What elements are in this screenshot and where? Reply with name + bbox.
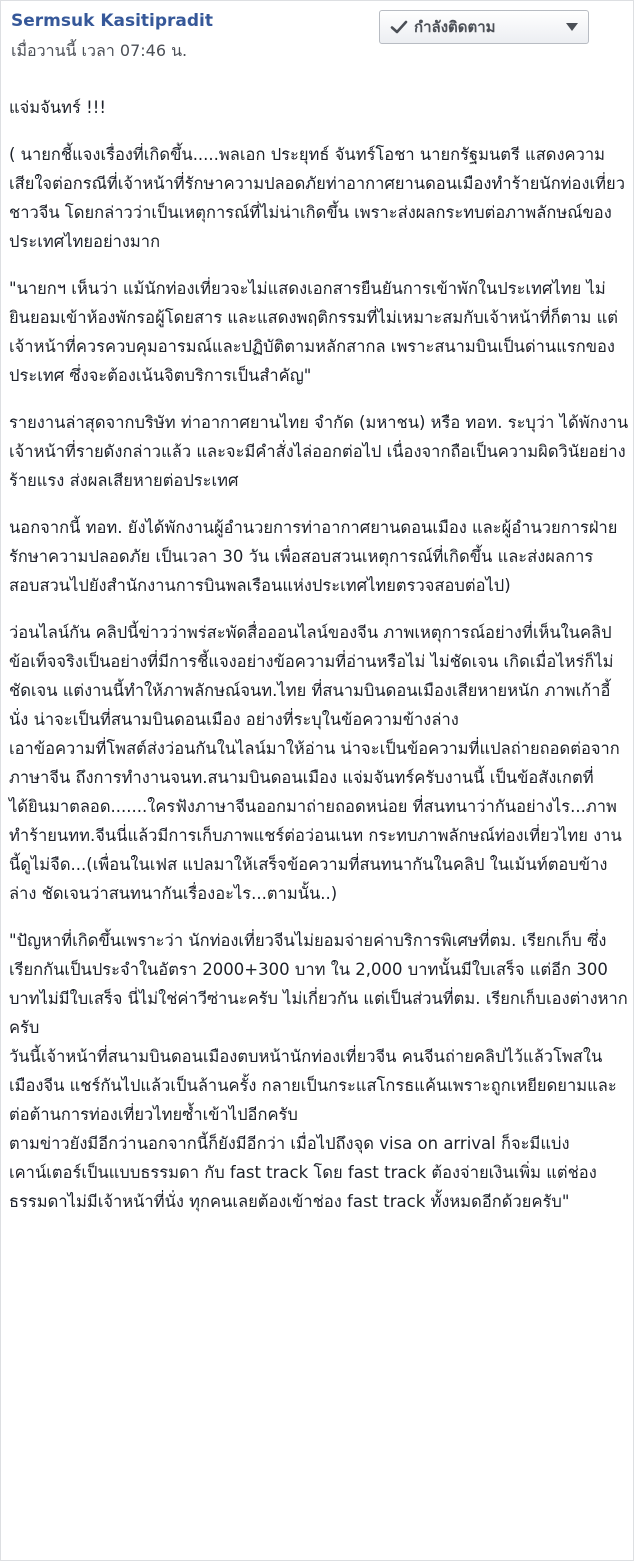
post-paragraph: "ปัญหาที่เกิดขึ้นเพราะว่า นักท่องเที่ยวจีนไม่ยอมจ่ายค่าบริการพิเศษที่ตม. เรียกเก็บ ซึ่งเรียกกันเป็นประจำในอัตรา 2000+300 บาท ใน 2,000 บาทนั้นมีใบเสร็จ แต่อีก 300 บาทไม่มีใบเสร็จ นี่ไม่ใช่ค่าวีซ่านะครับ ไม่เกี่ยวกัน แต่เป็นส่วนที่ตม. เรียกเก็บเองต่างหากครับ วันนี้เจ้าหน้าที่สนามบินดอนเมืองตบหน้านักท่องเที่ยวจีน คนจีนถ่ายคลิปไว้แล้วโพสในเมืองจีน แชร์กันไปแล้วเป็นล้านครั้ง กลายเป็นกระแสโกรธแค้นเพราะถูกเหยียดยามและต่อต้านการท่องเที่ยวไทยซ้ำเข้าไปอีกครับ ตามข่าวยังมีอีกว่านอกจากนี้ก็ยังมีอีกว่า เมื่อไปถึงจุด visa on arrival ก็จะมีแบ่งเคาน์เตอร์เป็นแบบธรรมดา กับ fast track โดย fast track ต้องจ่ายเงินเพิ่ม แต่ช่องธรรมดาไม่มีเจ้าหน้าที่นั่ง ทุกคนเลยต้องเข้าช่อง fast track ทั้งหมดอีกด้วยครับ" — [9, 931, 628, 1211]
post-timestamp[interactable]: เมื่อวานนี้ เวลา 07:46 น. — [11, 41, 188, 60]
post-paragraph: ว่อนไลน์กัน คลิปนี้ข่าวว่าพร่สะพัดสื่อออนไลน์ของจีน ภาพเหตุการณ์อย่างที่เห็นในคลิปข้อเท็จจริงเป็นอย่างที่มีการชี้แจงอย่างข้อความที่อ่านหรือไม่ ไม่ชัดเจน เกิดเมื่อไหร่ก็ไม่ชัดเจน แต่งานนี้ทำให้ภาพลักษณ์จนท.ไทย ที่สนามบินดอนเมืองเสียหายหนัก ภาพเก้าอี้นั่ง น่าจะเป็นที่สนามบินดอนเมือง อย่างที่ระบุในข้อความข้างล่าง เอาข้อความที่โพสต์ส่งว่อนกันในไลน์มาให้อ่าน น่าจะเป็นข้อความที่แปลถ่ายถอดต่อจากภาษาจีน ถึงการทำงานจนท.สนามบินดอนเมือง แจ่มจันทร์ครับงานนี้ เป็นข้อสังเกตที่ได้ยินมาตลอด.......ใครฟังภาษาจีนออกมาถ่ายถอดหน่อย ที่สนทนาว่ากันอย่างไร...ภาพทำร้ายนทท.จีนนี่แล้วมีการเก็บภาพแชร์ต่อว่อนเนท กระทบภาพลักษณ์ท่องเที่ยวไทย งานนี้ดูไม่จืด...(เพื่อนในเฟส แปลมาให้เสร็จข้อความที่สนทนากันในคลิป ในเม้นท์ตอบข้างล่าง ชัดเจนว่าสนทนากันเรื่องอะไร...ตามนั้น..) — [9, 623, 622, 903]
check-icon — [390, 18, 408, 36]
following-button[interactable] — [379, 10, 589, 44]
post-paragraph: "นายกฯ เห็นว่า แม้นักท่องเที่ยวจะไม่แสดงเอกสารยืนยันการเข้าพักในประเทศไทย ไม่ยินยอมเข้าห้องพักรอผู้โดยสาร และแสดงพฤติกรรมที่ไม่เหมาะสมกับเจ้าหน้าที่ก็ตาม แต่เจ้าหน้าที่ควรควบคุมอารมณ์และปฏิบัติตามหลักสากล เพราะสนามบินเป็นด่านแรกของประเทศ ซึ่งจะต้องเน้นจิตบริการเป็นสำคัญ" — [9, 279, 618, 385]
post-paragraph: ( นายกชี้แจงเรื่องที่เกิดขึ้น.....พลเอก ประยุทธ์ จันทร์โอชา นายกรัฐมนตรี แสดงความเสียใจต่อกรณีที่เจ้าหน้าที่รักษาความปลอดภัยท่าอากาศยานดอนเมืองทำร้ายนักท่องเที่ยวชาวจีน โดยกล่าวว่าเป็นเหตุการณ์ที่ไม่น่าเกิดขึ้น เพราะส่งผลกระทบต่อภาพลักษณ์ของประเทศไทยอย่างมาก — [9, 145, 625, 251]
caret-down-icon — [566, 23, 578, 31]
post-header — [1, 1, 633, 91]
post-paragraph: รายงานล่าสุดจากบริษัท ท่าอากาศยานไทย จำกัด (มหาชน) หรือ ทอท. ระบุว่า ได้พักงานเจ้าหน้าที่รายดังกล่าวแล้ว และจะมีคำสั่งไล่ออกต่อไป เนื่องจากถือเป็นความผิดวินัยอย่างร้ายแรง ส่งผลเสียหายต่อประเทศ — [9, 413, 629, 490]
post-body — [9, 93, 629, 1234]
post-paragraph: แจ่มจันทร์ !!! — [9, 98, 106, 117]
post-paragraph: นอกจากนี้ ทอท. ยังได้พักงานผู้อำนวยการท่าอากาศยานดอนเมือง และผู้อำนวยการฝ่ายรักษาความปลอดภัย เป็นเวลา 30 วัน เพื่อสอบสวนเหตุการณ์ที่เกิดขึ้น และส่งผลการสอบสวนไปยังสำนักงานการบินพลเรือนแห่งประเทศไทยตรวจสอบต่อไป) — [9, 518, 618, 595]
author-name-link[interactable]: Sermsuk Kasitipradit — [11, 11, 214, 31]
following-button-label: กำลังติดตาม — [414, 18, 496, 36]
